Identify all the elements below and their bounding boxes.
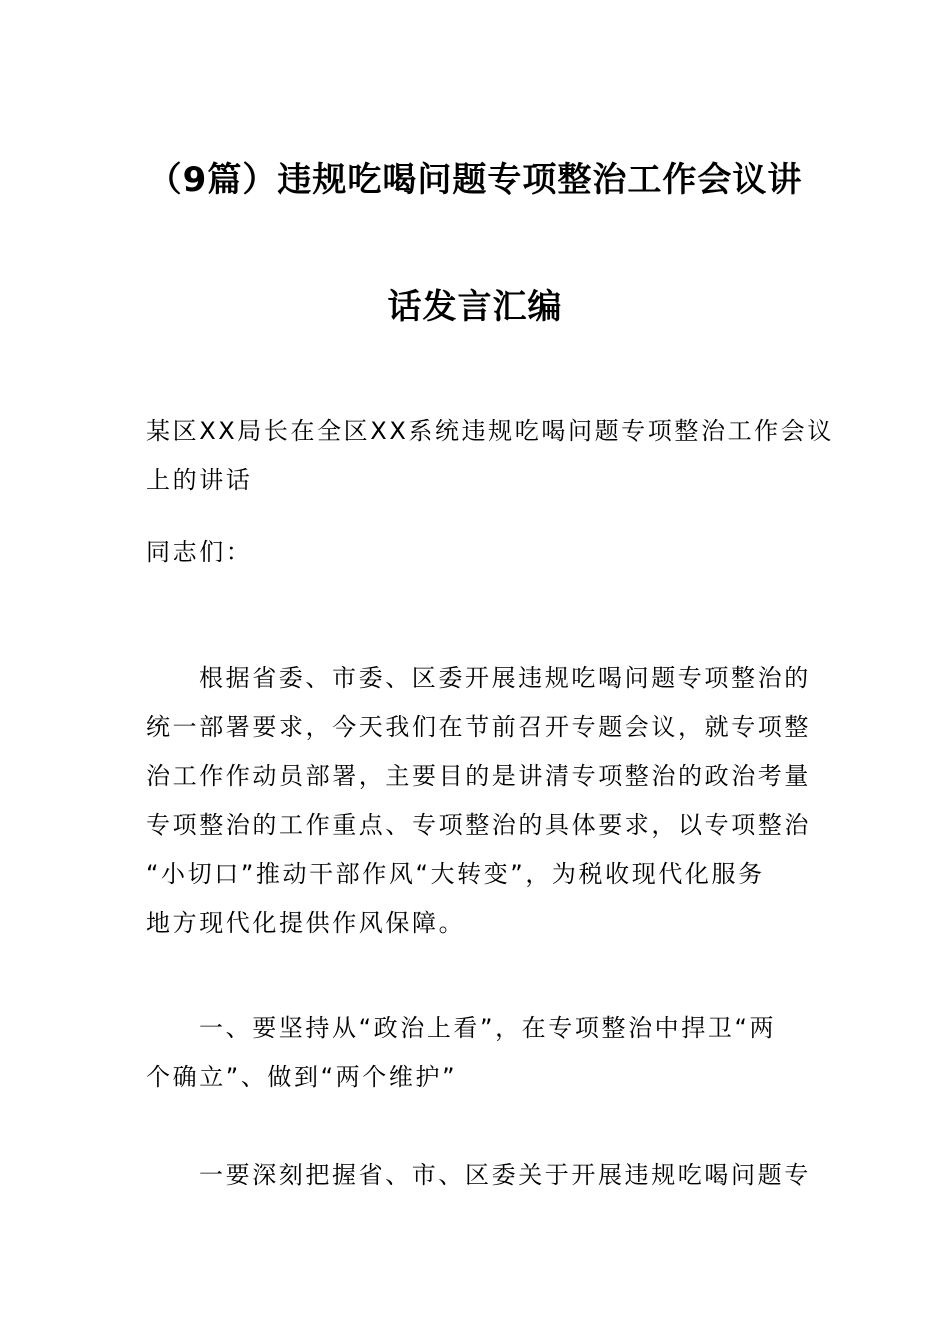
- heading-line: 个确立”、做到“两个维护”: [146, 1063, 458, 1091]
- paragraph-line: 根据省委、市委、区委开展违规吃喝问题专项整治的: [199, 664, 811, 692]
- salutation-text: 同志们：: [146, 538, 253, 566]
- section-heading-1: [146, 1004, 806, 1102]
- document-title-line-1: （9篇）违规吃喝问题专项整治工作会议讲: [147, 160, 803, 200]
- subtitle-line: 某区XX局长在全区XX系统违规吃喝问题专项整治工作会议: [146, 417, 834, 445]
- paragraph-line: 治工作作动员部署，主要目的是讲清专项整治的政治考量: [146, 762, 811, 790]
- paragraph-line: 统一部署要求，今天我们在节前召开专题会议，就专项整: [146, 713, 811, 741]
- intro-paragraph: [146, 654, 811, 948]
- paragraph-line: “小切口”推动干部作风“大转变”，为税收现代化服务: [146, 860, 765, 888]
- paragraph-line: 地方现代化提供作风保障。: [146, 909, 466, 937]
- speech-subtitle: [146, 407, 834, 505]
- document-title-line-2: 话发言汇编: [387, 287, 563, 327]
- paragraph-line: 一要深刻把握省、市、区委关于开展违规吃喝问题专: [199, 1161, 811, 1189]
- paragraph-line: 专项整治的工作重点、专项整治的具体要求，以专项整治: [146, 811, 811, 839]
- salutation: [146, 528, 806, 577]
- subtitle-line: 上的讲话: [146, 466, 253, 494]
- point-paragraph-1: [146, 1151, 811, 1200]
- heading-line: 一、要坚持从“政治上看”，在专项整治中捍卫“两: [199, 1014, 777, 1042]
